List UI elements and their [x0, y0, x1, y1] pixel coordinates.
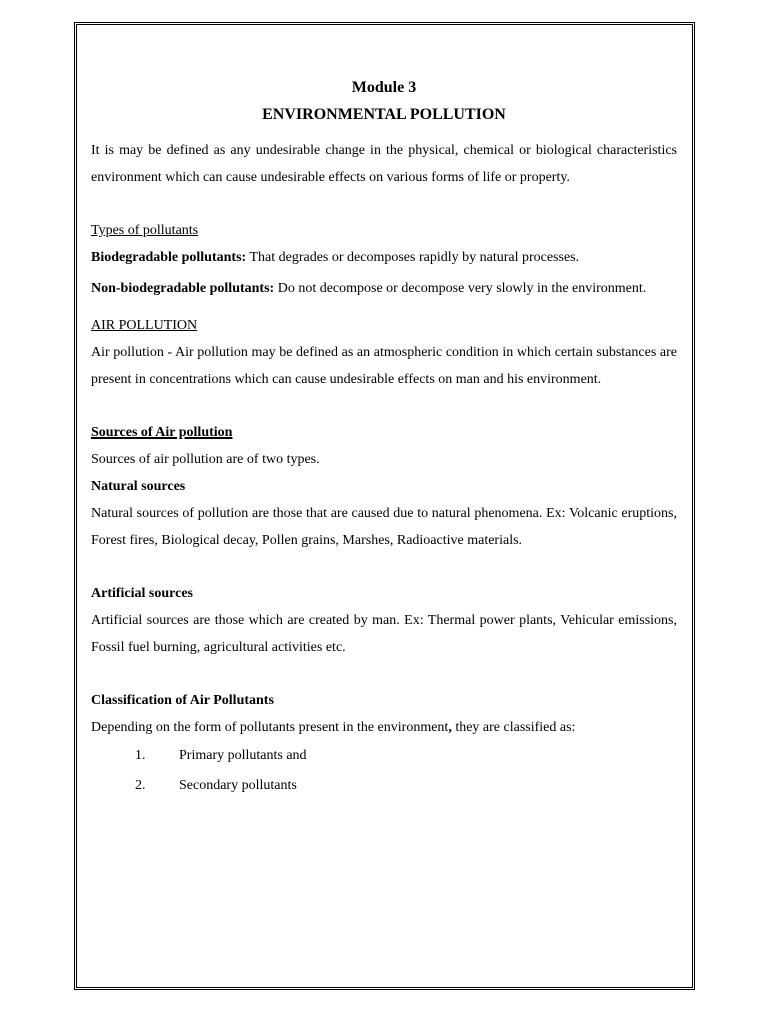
- intro-paragraph: It is may be defined as any undesirable change in the physical, chemical or biological characteristics environment which can cause undesirable effects on various forms of life or property.: [91, 143, 677, 185]
- biodegradable-text: That degrades or decomposes rapidly by natural processes.: [246, 250, 580, 265]
- sources-heading: Sources of Air pollution: [91, 425, 233, 440]
- non-biodegradable-definition: [91, 275, 677, 302]
- artificial-sources-text: Artificial sources are those which are created by man. Ex: Thermal power plants, Vehicular emissions, Fossil fuel burning, agricultural activities etc.: [91, 613, 677, 655]
- list-item-text: Primary pollutants and: [179, 748, 307, 763]
- classification-intro: [91, 714, 677, 741]
- artificial-sources-heading: Artificial sources: [91, 586, 193, 601]
- classification-list: [91, 741, 677, 801]
- list-item-number: 1.: [135, 748, 146, 763]
- types-heading: Types of pollutants: [91, 223, 199, 238]
- non-biodegradable-label: Non-biodegradable pollutants:: [91, 281, 275, 296]
- list-item-number: 2.: [135, 778, 146, 793]
- list-item: [91, 741, 677, 771]
- air-pollution-heading: AIR POLLUTION: [91, 318, 198, 333]
- classification-intro-comma: ,: [448, 720, 452, 735]
- biodegradable-label: Biodegradable pollutants:: [91, 250, 247, 265]
- document-body: [91, 78, 677, 801]
- air-pollution-definition: Air pollution - Air pollution may be defined as an atmospheric condition in which certain substances are present in concentrations which can cause undesirable effects on man and his environment.: [91, 345, 677, 387]
- biodegradable-definition: [91, 244, 677, 271]
- list-item: [91, 771, 677, 801]
- classification-heading: Classification of Air Pollutants: [91, 693, 274, 708]
- classification-intro-start: Depending on the form of pollutants present in the environment: [91, 720, 449, 735]
- classification-intro-end: they are classified as:: [451, 720, 576, 735]
- non-biodegradable-text: Do not decompose or decompose very slowly in the environment.: [274, 281, 647, 296]
- natural-sources-heading: Natural sources: [91, 479, 186, 494]
- natural-sources-text: Natural sources of pollution are those that are caused due to natural phenomena. Ex: Volcanic eruptions, Forest fires, Biological decay, Pollen grains, Marshes, Radioactive materials.: [91, 506, 677, 548]
- sources-intro: Sources of air pollution are of two types.: [91, 452, 320, 467]
- module-heading: Module 3: [351, 79, 417, 96]
- list-item-text: Secondary pollutants: [179, 778, 297, 793]
- page-title: ENVIRONMENTAL POLLUTION: [262, 106, 506, 123]
